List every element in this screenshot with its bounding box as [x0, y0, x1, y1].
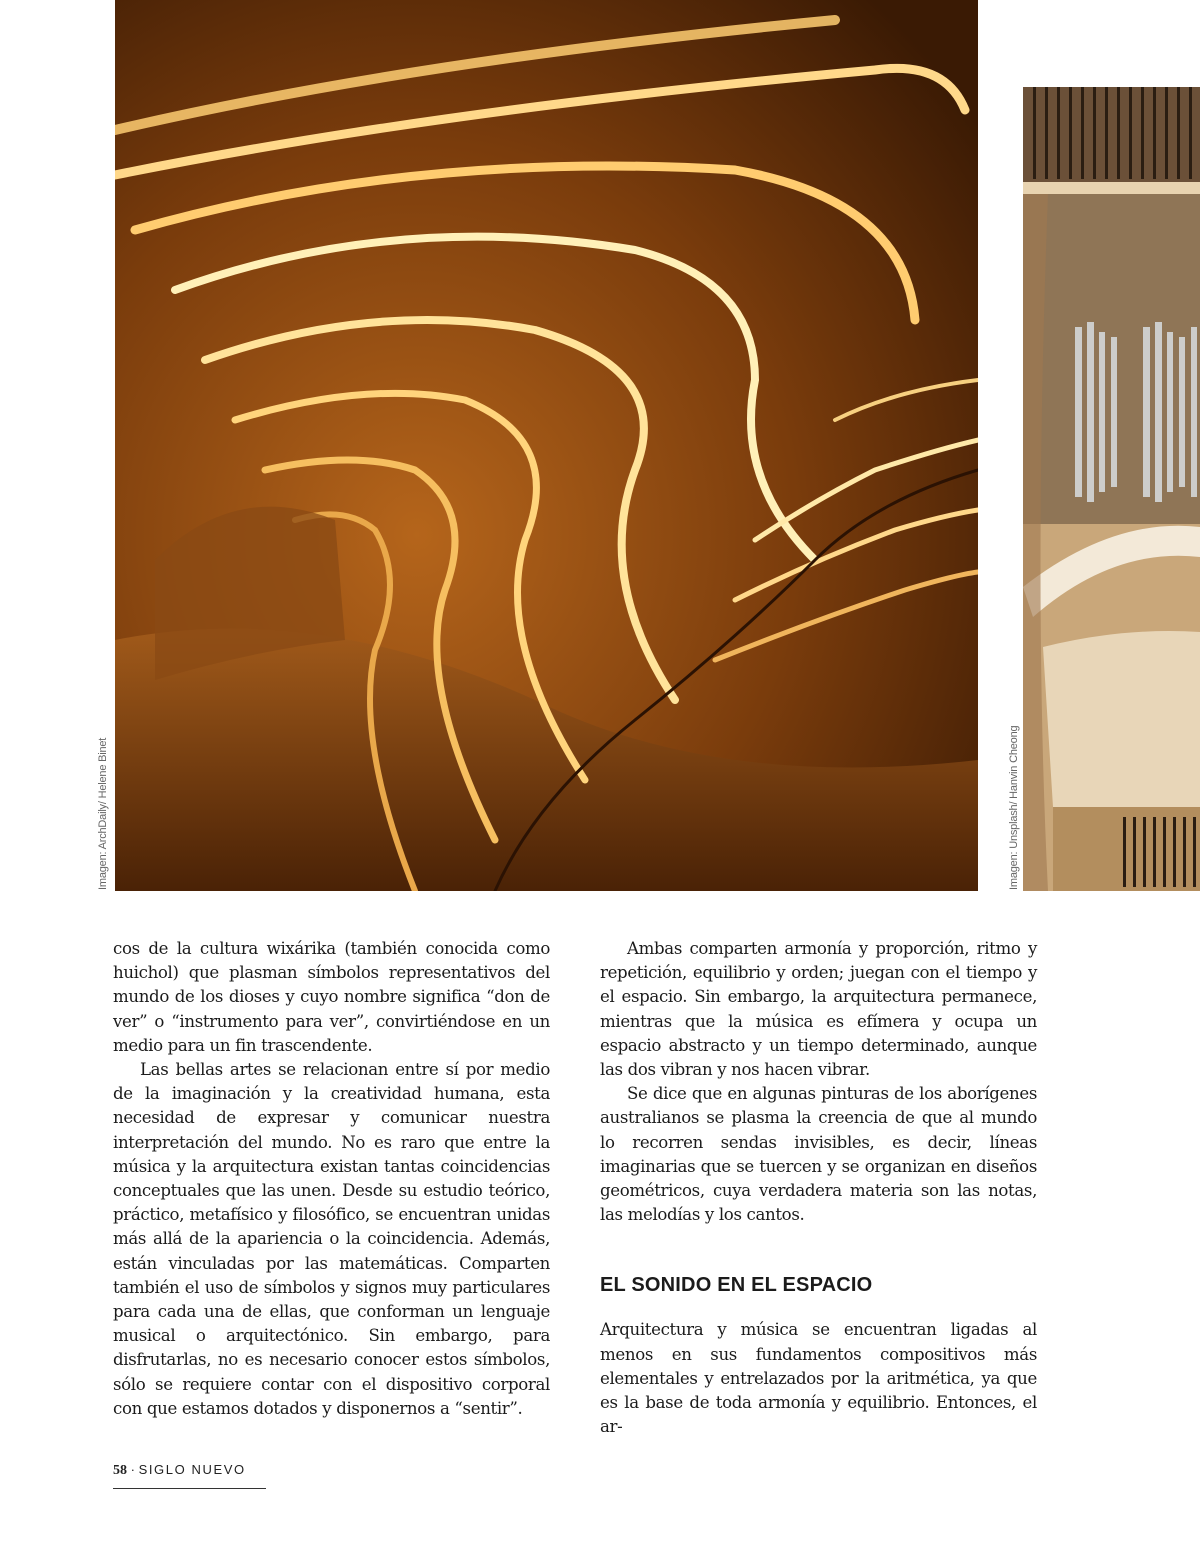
- image-credit-organ: Imagen: Unsplash/ Hanvin Cheong: [1008, 725, 1020, 890]
- concert-hall-illustration: [115, 0, 978, 891]
- body-paragraph: Las bellas artes se relacionan entre sí por medio de la imaginación y la creatividad humana, esta necesidad de expresar y comunicar nuestra interpretación del mundo. No es raro que entre la música y la arquitectura existan tantas coincidencias conceptuales que las unen. Desde su estudio teórico, práctico, metafísico y filosófico, se encuentran unidas más allá de la apariencia o la coincidencia. Además, están vinculadas por las matemáticas. Comparten también el uso de símbolos y signos muy particulares para cada una de ellas, que conforman un lenguaje musical o arquitectónico. Sin embargo, para disfrutarlas, no es necesario conocer estos símbolos, sólo se requiere contar con el dispositivo corporal con que estamos dotados y disponernos a “sentir”.: [113, 1060, 550, 1418]
- footer-separator: ·: [127, 1462, 139, 1477]
- concert-hall-photo: [115, 0, 978, 891]
- page-number: 58: [113, 1463, 127, 1478]
- article-column-right: [600, 937, 1037, 1439]
- article-column-left: [113, 937, 550, 1421]
- body-paragraph: Ambas comparten armonía y proporción, ritmo y repetición, equilibrio y orden; juegan con el tiempo y el espacio. Sin embargo, la arquitectura permanece, mientras que la música es efímera y ocupa un espacio abstracto y un tiempo determinado, aunque las dos vibran y nos hacen vibrar.: [600, 939, 1037, 1080]
- image-credit-hall: Imagen: ArchDaily/ Helene Binet: [97, 737, 109, 890]
- magazine-name: SIGLO NUEVO: [138, 1462, 246, 1477]
- pipe-organ-illustration: [1023, 87, 1200, 891]
- body-paragraph: Se dice que en algunas pinturas de los aborígenes australianos se plasma la creencia de que al mundo lo recorren sendas invisibles, es decir, líneas imaginarias que se tuercen y se organizan en diseños geométricos, cuya verdadera materia son las notas, las melodías y los cantos.: [600, 1084, 1037, 1225]
- section-heading: EL SONIDO EN EL ESPACIO: [600, 1274, 873, 1297]
- page-footer: [113, 1462, 266, 1489]
- body-paragraph: cos de la cultura wixárika (también conocida como huichol) que plasman símbolos representativos del mundo de los dioses y cuyo nombre significa “don de ver” o “instrumento para ver”, convirtiéndose en un medio para un fin trascendente.: [113, 939, 550, 1055]
- body-paragraph: Arquitectura y música se encuentran ligadas al menos en sus fundamentos compositivos más elementales y entrelazados por la aritmética, ya que es la base de toda armonía y equilibrio. Entonces, el ar-: [600, 1320, 1037, 1437]
- pipe-organ-photo: [1023, 87, 1200, 891]
